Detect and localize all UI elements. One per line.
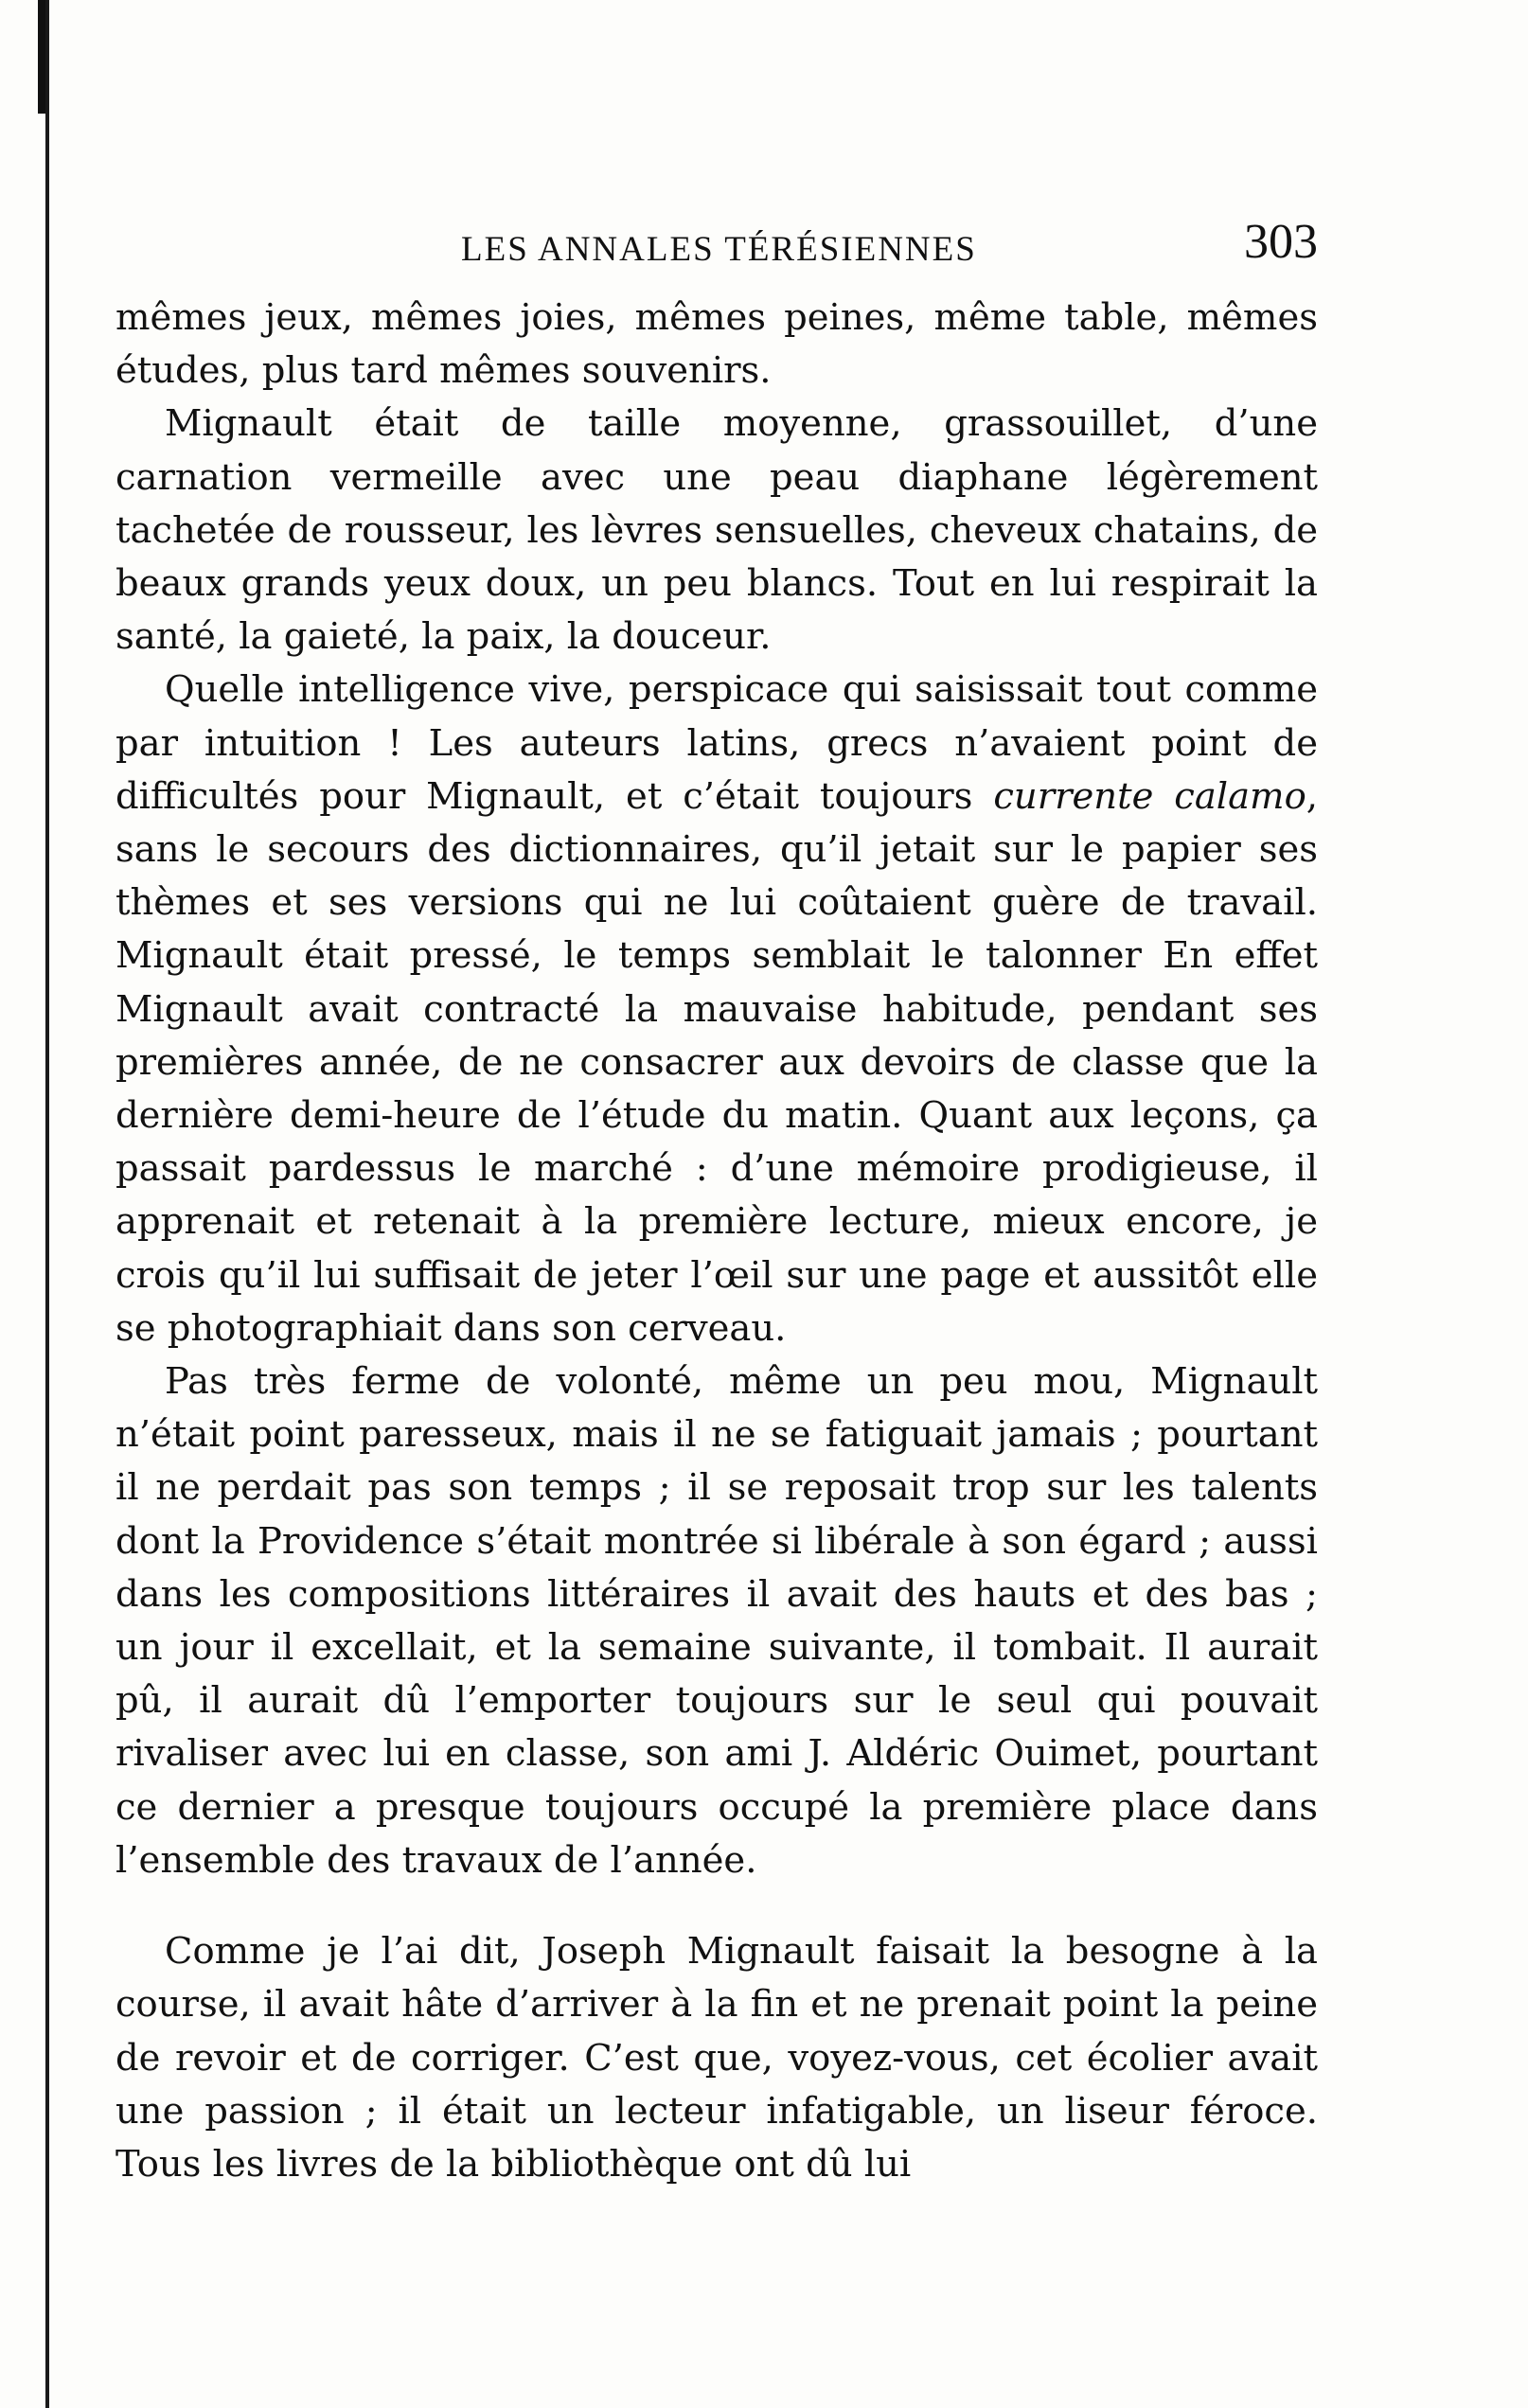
paragraph-2: Mignault était de taille moyenne, grassouillet, d’une carnation vermeille avec une peau diaphane légèrement tachetée de rousseur, les lèvres sensuelles, cheveux chatains, de beaux grands yeux doux, un peu blancs. Tout en lui respirait la santé, la gaieté, la paix, la douceur. <box>115 402 1318 659</box>
paragraph-3-latin-phrase: currente calamo <box>993 774 1306 818</box>
page-number: 303 <box>1244 215 1318 269</box>
paragraph-4: Pas très ferme de volonté, même un peu mou, Mignault n’était point paresseux, mais il ne se fatiguait jamais ; pourtant il ne perdait pas son temps ; il se reposait trop sur les talents dont la Providence s’était montrée si libérale à son égard ; aussi dans les compositions littéraires il avait des hauts et des bas ; un jour il excellait, et la semaine suivante, il tombait. Il aurait pû, il aurait dû l’emporter toujours sur le seul qui pouvait rivaliser avec lui en classe, son ami J. Aldéric Ouimet, pourtant ce dernier a presque toujours occupé la première place dans l’ensemble des travaux de l’année. <box>115 1360 1318 1882</box>
paragraph-1: mêmes jeux, mêmes joies, mêmes peines, même table, mêmes études, plus tard mêmes souvenirs. <box>115 296 1318 393</box>
binding-edge-line <box>45 0 49 2408</box>
paragraph-3-part-a: Quelle intelligence vive, perspicace qui saisissait tout comme par intuition ! Les auteurs latins, grecs n’avaient point de difficultés pour Mignault, et c’était toujours <box>115 668 1318 818</box>
running-head: LES ANNALES TÉRÉSIENNES <box>461 230 977 269</box>
paragraph-5: Comme je l’ai dit, Joseph Mignault faisait la besogne à la course, il avait hâte d’arriver à la fin et ne prenait point la peine de revoir et de corriger. C’est que, voyez-vous, cet écolier avait une passion ; il était un lecteur infatigable, un liseur féroce. Tous les livres de la bibliothèque ont dû lui <box>115 1930 1318 2186</box>
paragraph-3 <box>115 664 1318 1355</box>
body-text <box>115 292 1318 2191</box>
paragraph-3-part-b: , sans le secours des dictionnaires, qu’il jetait sur le papier ses thèmes et ses versions qui ne lui coûtaient guère de travail. Mignault était pressé, le temps semblait le talonner En effet Mignault avait contracté la mauvaise habitude, pendant ses premières année, de ne consacrer aux devoirs de classe que la dernière demi-heure de l’étude du matin. Quant aux leçons, ça passait pardessus le marché : d’une mémoire prodigieuse, il apprenait et retenait à la première lecture, mieux encore, je crois qu’il lui suffisait de jeter l’œil sur une page et aussitôt elle se photographiait dans son cerveau. <box>115 774 1318 1350</box>
page-header <box>115 214 1318 290</box>
